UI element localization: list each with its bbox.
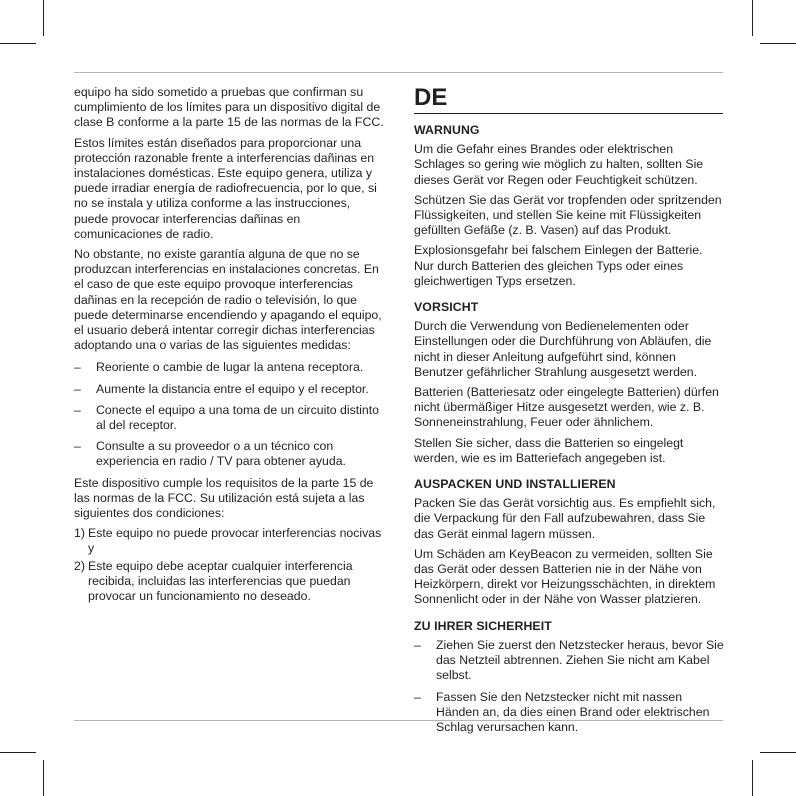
dash-bullet: – <box>74 360 81 375</box>
section-heading-auspacken: AUSPACKEN UND INSTALLIEREN <box>414 477 616 492</box>
list-item-text: Reoriente o cambie de lugar la antena receptora. <box>96 360 364 375</box>
section-heading-sicherheit: ZU IHRER SICHERHEIT <box>414 618 552 633</box>
paragraph: Schützen Sie das Gerät vor tropfenden oder spritzenden Flüssigkeiten, und stellen Sie keine mit Flüssigkeiten gefüllten Gefäße (z. B. Vasen) auf das Produkt. <box>414 192 722 238</box>
list-item <box>414 690 724 736</box>
section-heading-vorsicht: VORSICHT <box>414 300 479 315</box>
paragraph: equipo ha sido sometido a pruebas que confirman su cumplimiento de los límites para un dispositivo digital de clase B conforme a la parte 15 de las normas de la FCC. <box>74 85 384 130</box>
list-item <box>74 360 386 375</box>
language-heading-rule <box>414 113 723 114</box>
list-number: 1) <box>74 526 85 541</box>
paragraph: No obstante, no existe garantía alguna de que no se produzcan interferencias en instalaciones concretas. En el caso de que este equipo provoque interferencias dañinas en la recepción de radio o televisión, lo que puede determinarse encendiendo y apagando el equipo, el usuario deberá intentar corregir dichas interferencias adoptando una o varias de las siguientes medidas: <box>74 247 382 353</box>
dash-bullet: – <box>74 381 81 396</box>
paragraph: Explosionsgefahr bei falschem Einlegen der Batterie. Nur durch Batterien des gleichen Typs oder eines gleichwertigen Typs ersetzen. <box>414 243 703 288</box>
list-item-text: Este equipo no puede provocar interferencias nocivas y <box>88 526 382 556</box>
list-item-text: Ziehen Sie zuerst den Netzstecker heraus, bevor Sie das Netzteil abtrennen. Ziehen Sie nicht am Kabel selbst. <box>436 637 724 683</box>
crop-mark-top-left-horizontal <box>0 43 36 44</box>
paragraph: Stellen Sie sicher, dass die Batterien so eingelegt werden, wie es im Batteriefach angegeben ist. <box>414 435 684 465</box>
list-item <box>74 403 386 433</box>
paragraph: Um die Gefahr eines Brandes oder elektrischen Schlages so gering wie möglich zu halten, sollten Sie dieses Gerät vor Regen oder Feuchtigkeit schützen. <box>414 142 704 187</box>
list-item <box>74 439 386 469</box>
dash-bullet: – <box>74 402 81 417</box>
crop-mark-bottom-left-horizontal <box>0 752 36 753</box>
list-item <box>414 638 724 684</box>
left-column <box>74 85 386 606</box>
paragraph: Este dispositivo cumple los requisitos de la parte 15 de las normas de la FCC. Su utilización está sujeta a las siguientes dos condiciones: <box>74 475 374 521</box>
dash-bullet: – <box>414 637 421 652</box>
list-item-text: Fassen Sie den Netzstecker nicht mit nassen Händen an, da dies einen Brand oder elektrischen Schlag verursachen kann. <box>436 689 710 734</box>
section-heading-warnung: WARNUNG <box>414 123 480 137</box>
list-item <box>74 382 386 397</box>
dash-bullet: – <box>74 439 81 454</box>
language-heading: DE <box>414 84 448 111</box>
paragraph: Durch die Verwendung von Bedienelementen oder Einstellungen oder die Durchführung von Abläufen, die nicht in dieser Anleitung aufgeführt sind, können Benutzer gefährlicher Strahlung ausgesetzt werden. <box>414 319 712 379</box>
list-item <box>74 526 386 556</box>
paragraph: Packen Sie das Gerät vorsichtig aus. Es empfiehlt sich, die Verpackung für den Fall aufzubewahren, dass Sie das Gerät einmal lagern müssen. <box>414 496 716 541</box>
paragraph: Batterien (Batteriesatz oder eingelegte Batterien) dürfen nicht übermäßiger Hitze ausgesetzt werden, wie z. B. Sonneneinstrahlung, Feuer oder ähnlichem. <box>414 385 719 430</box>
list-item-text: Conecte el equipo a una toma de un circuito distinto al del receptor. <box>96 402 380 433</box>
measures-list <box>74 360 386 469</box>
list-number: 2) <box>74 558 85 573</box>
list-item-text: Consulte a su proveedor o a un técnico con experiencia en radio / TV para obtener ayuda. <box>96 439 346 469</box>
right-column <box>414 85 724 741</box>
top-rule <box>74 72 723 73</box>
crop-mark-bottom-right-horizontal <box>760 752 796 753</box>
paragraph: Estos límites están diseñados para proporcionar una protección razonable frente a interferencias dañinas en instalaciones domésticas. Este equipo genera, utiliza y puede irradiar energía de radiofrecuencia, por lo que, si no se instala y utiliza conforme a las instrucciones, puede provocar interferencias dañinas en comunicaciones de radio. <box>74 135 377 241</box>
safety-list <box>414 638 724 735</box>
crop-mark-top-right-vertical <box>752 0 753 36</box>
list-item-text: Este equipo debe aceptar cualquier interferencia recibida, incluidas las interferencias que puedan provocar un funcionamiento no deseado. <box>88 558 353 604</box>
conditions-list <box>74 526 386 604</box>
list-item-text: Aumente la distancia entre el equipo y el receptor. <box>96 381 369 396</box>
crop-mark-bottom-right-vertical <box>752 760 753 796</box>
dash-bullet: – <box>414 689 421 704</box>
crop-mark-top-right-horizontal <box>760 43 796 44</box>
crop-mark-top-left-vertical <box>43 0 44 36</box>
paragraph: Um Schäden am KeyBeacon zu vermeiden, sollten Sie das Gerät oder dessen Batterien nie in der Nähe von Heizkörpern, direkt vor Heizungsschächten, in direktem Sonnenlicht oder in der Nähe von Wasser platzieren. <box>414 546 716 607</box>
crop-mark-bottom-left-vertical <box>43 760 44 796</box>
list-item <box>74 559 386 605</box>
